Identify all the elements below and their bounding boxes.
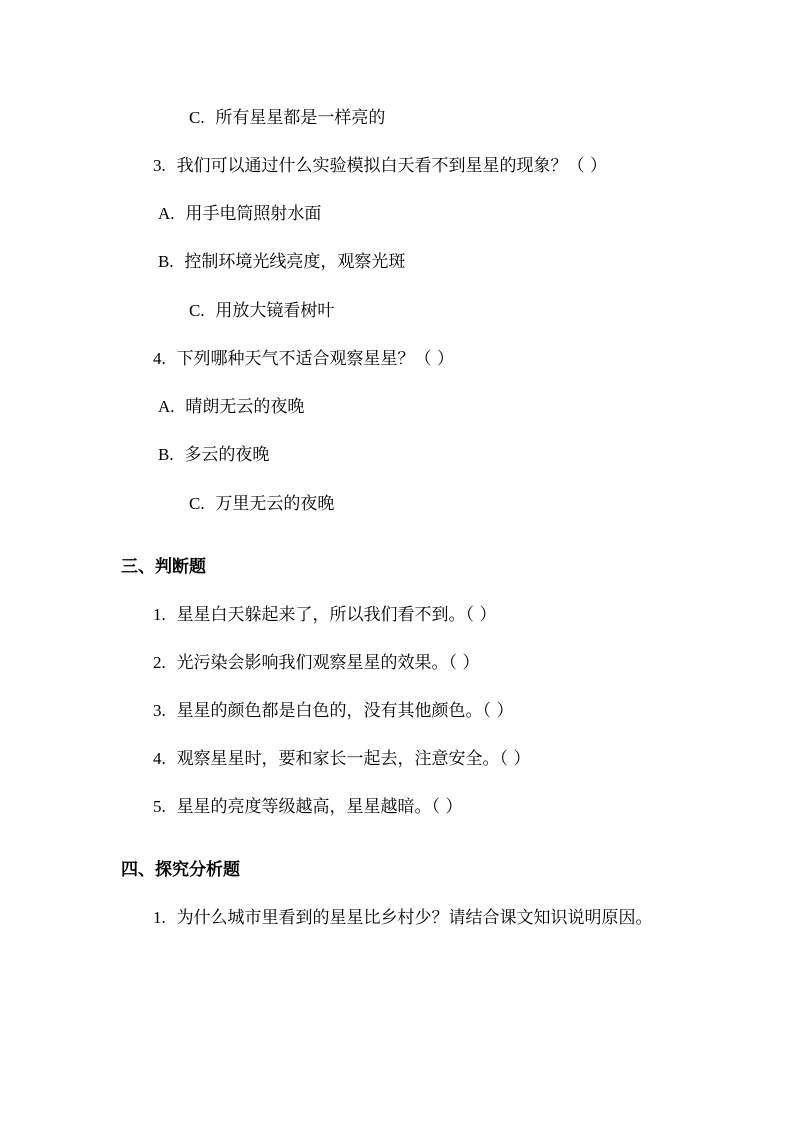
inquiry-item-1 [121,894,676,942]
section-heading-inquiry: 四、探究分析题 [121,860,240,880]
option-label: A. [158,397,175,416]
item-number: 4. [153,749,166,768]
q3-option-b [158,250,405,274]
question-number: 3. [153,156,166,175]
option-text: 用手电筒照射水面 [185,204,322,224]
option-text: 用放大镜看树叶 [215,301,335,321]
q2-option-c [189,106,385,130]
item-number: 1. [153,908,166,927]
question-text: 下列哪种天气不适合观察星星？（ ） [176,349,454,369]
question-text: 我们可以通过什么实验模拟白天看不到星星的现象？（ ） [176,156,607,176]
option-text: 控制环境光线亮度，观察光斑 [184,252,406,272]
q4-option-b [158,443,269,467]
q4-option-a [158,395,304,419]
judgment-item-3 [153,699,513,723]
q4-option-c [189,492,334,516]
question-number: 4. [153,349,166,368]
item-text: 为什么城市里看到的星星比乡村少？请结合课文知识说明原因。 [176,908,653,928]
judgment-item-5 [153,795,462,819]
judgment-item-1 [153,603,496,627]
q3-stem [153,154,607,178]
item-number: 5. [153,797,166,816]
judgment-item-4 [153,747,530,771]
option-label: C. [189,108,205,127]
q3-option-c [189,299,334,323]
item-text: 星星的颜色都是白色的，没有其他颜色。（ ） [176,701,514,721]
item-number: 1. [153,605,166,624]
judgment-item-2 [153,651,479,675]
option-label: C. [189,301,205,320]
q3-option-a [158,202,321,226]
item-number: 2. [153,653,166,672]
option-label: B. [158,445,174,464]
option-text: 万里无云的夜晚 [215,494,335,514]
item-text: 光污染会影响我们观察星星的效果。（ ） [176,653,480,673]
section-heading-judgment: 三、判断题 [121,557,206,577]
option-text: 多云的夜晚 [184,445,270,465]
item-number: 3. [153,701,166,720]
q4-stem [153,347,454,371]
option-label: A. [158,204,175,223]
item-text: 星星的亮度等级越高，星星越暗。（ ） [176,797,463,817]
item-text: 观察星星时，要和家长一起去，注意安全。（ ） [176,749,531,769]
option-text: 晴朗无云的夜晚 [185,397,305,417]
option-text: 所有星星都是一样亮的 [215,108,386,128]
option-label: B. [158,252,174,271]
item-text: 星星白天躲起来了，所以我们看不到。（ ） [176,605,497,625]
option-label: C. [189,494,205,513]
